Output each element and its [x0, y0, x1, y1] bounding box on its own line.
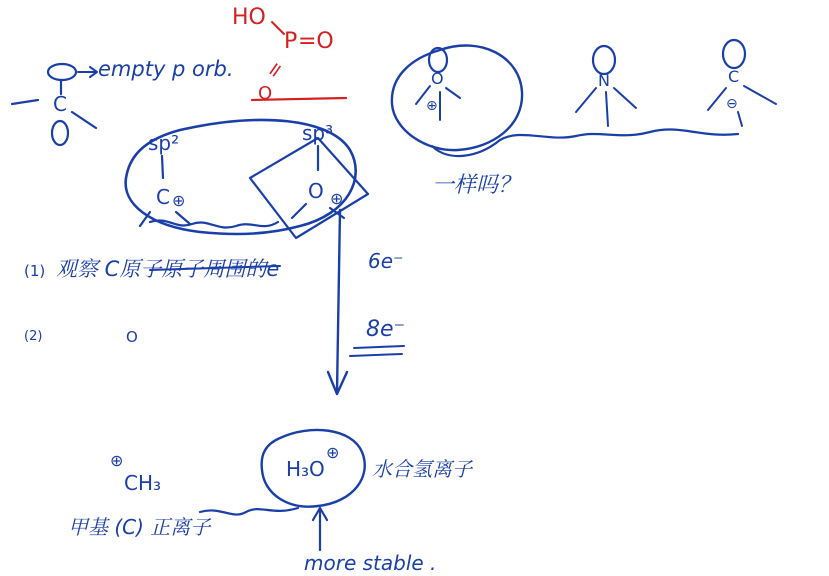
- n-lone-pair-lobe: [593, 46, 615, 74]
- figure-n-bond-right: [614, 88, 636, 108]
- note2-number: (2): [24, 329, 43, 344]
- methyl-formula: CH₃: [124, 471, 162, 495]
- six-electrons: 6e⁻: [368, 249, 404, 273]
- note2-mark: O: [126, 328, 138, 346]
- eight-underline-2: [350, 354, 402, 356]
- eight-underline-1: [354, 346, 404, 348]
- p-orbital-bottom-lobe: [52, 121, 68, 145]
- c-bond-right: [176, 212, 190, 224]
- lower-oxygen-label: O: [258, 83, 273, 104]
- red-structure-group: [232, 5, 346, 104]
- c-lone-pair-lobe: [723, 40, 745, 68]
- methyl-caption: 甲基 (C) 正离子: [68, 515, 211, 539]
- ho-label: HO: [232, 5, 266, 30]
- more-stable-label: more stable .: [304, 551, 437, 575]
- figure-c-label: C: [728, 67, 740, 86]
- notes-group: [24, 257, 280, 346]
- double-bond-oxygen-label: =O: [298, 29, 334, 54]
- figure-c-bond-down: [738, 112, 742, 126]
- figure-o-bond-right: [446, 88, 460, 98]
- eight-electrons: 8e⁻: [366, 317, 406, 342]
- note1-text: 观察 C原子原子周围的e: [56, 257, 280, 281]
- figure-n-label: N: [598, 71, 610, 90]
- same-question: 一样吗？: [432, 173, 521, 198]
- ho-bond: [272, 22, 284, 34]
- phosphorus-label: P: [284, 29, 298, 54]
- hydronium-caption: 水合氢离子: [372, 457, 472, 481]
- p-orbital-top-lobe: [48, 64, 76, 80]
- figure-n-bond-left: [576, 88, 596, 112]
- figure-c-bond-left: [708, 88, 726, 110]
- down-arrow-shaft: [337, 210, 340, 392]
- bond-right: [72, 112, 96, 128]
- carbocation-plus: ⊕: [172, 191, 186, 210]
- hydronium-plus: ⊕: [326, 443, 340, 462]
- hydronium-formula: H₃O: [286, 457, 325, 481]
- o-bond-left: [292, 204, 306, 218]
- connecting-squiggle: [432, 129, 738, 156]
- note1-number: (1): [24, 262, 46, 280]
- empty-p-orb-annotation: empty p orb.: [98, 57, 234, 81]
- electron-count-group: [350, 249, 405, 356]
- figure-c-bond-right: [744, 86, 776, 104]
- right-figures-group: [392, 40, 776, 198]
- oxonium-plus: ⊕: [330, 189, 344, 208]
- methyl-plus: ⊕: [110, 451, 124, 470]
- sp3-label: sp³: [302, 121, 334, 145]
- lower-double-bond: =: [259, 55, 290, 84]
- bottom-squiggle: [200, 508, 298, 515]
- oxonium-o-label: O: [308, 179, 324, 203]
- sp2-label: sp²: [148, 131, 180, 155]
- figure-o-label: O: [431, 69, 444, 88]
- bottom-group: [68, 430, 474, 575]
- carbocation-c-label: C: [156, 185, 170, 209]
- top-left-carbon-group: [12, 57, 234, 145]
- bond-left: [12, 100, 38, 104]
- carbon-label: C: [53, 92, 67, 116]
- figure-n-bond-down: [606, 92, 608, 126]
- figure-c-minus: ⊖: [726, 96, 738, 112]
- figure-o-plus: ⊕: [426, 98, 438, 114]
- circle-around-oxygen: [392, 46, 522, 151]
- sp2-bond: [162, 156, 163, 178]
